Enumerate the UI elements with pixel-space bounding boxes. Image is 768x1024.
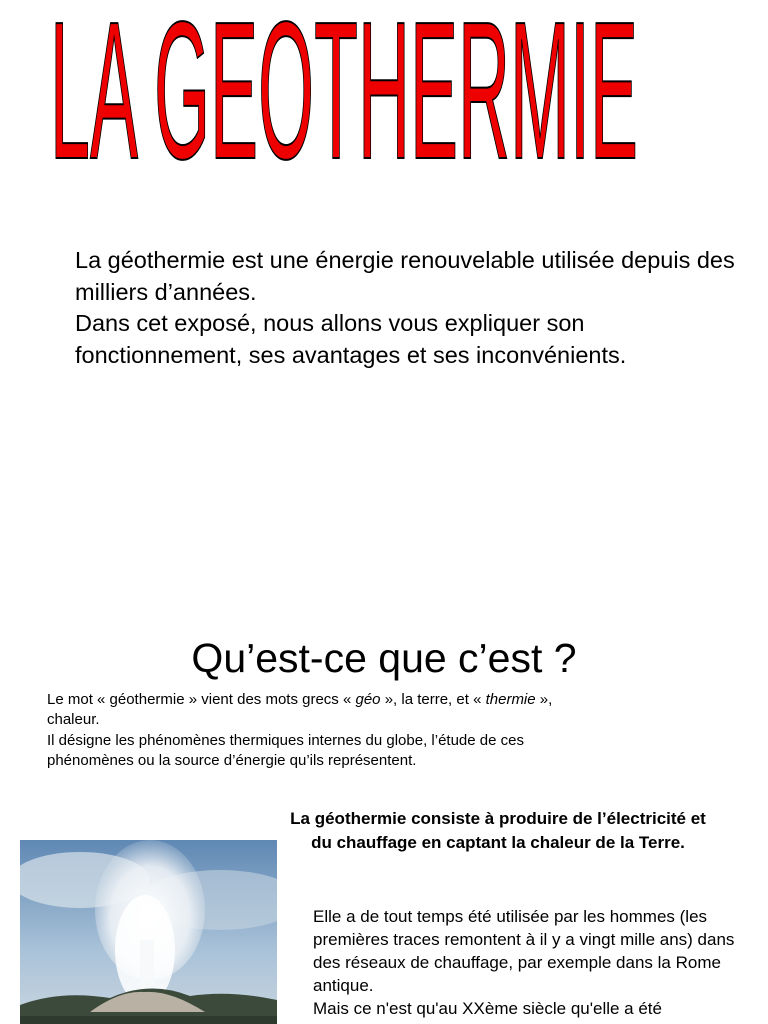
highlight-line-1: La géothermie consiste à produire de l’électricité et (290, 809, 706, 828)
definition-paragraph-1 (47, 690, 587, 730)
definition-paragraph-2: Il désigne les phénomènes thermiques internes du globe, l’étude de ces phénomènes ou la source d’énergie qu’ils représentent. (47, 732, 524, 769)
definition-text-after: », chaleur. (47, 691, 553, 728)
title-text: LA GEOTHERMIE (50, 6, 638, 166)
definition-text-before: Le mot « géothermie » vient des mots grecs « (47, 691, 356, 708)
history-paragraph (313, 905, 753, 1020)
definition-text-middle: », la terre, et « (380, 691, 486, 708)
highlight-statement (258, 807, 738, 855)
intro-line-2: Dans cet exposé, nous allons vous expliquer son fonctionnement, ses avantages et ses inconvénients. (75, 310, 627, 368)
definition-block (47, 690, 587, 771)
intro-line-1: La géothermie est une énergie renouvelable utilisée depuis des milliers d’années. (75, 247, 735, 305)
word-geo: géo (355, 691, 381, 708)
history-line-1: Elle a de tout temps été utilisée par les hommes (les premières traces remontent à il y a vingt mille ans) dans des réseaux de chauffage, par exemple dans la Rome antique. (313, 907, 735, 995)
intro-paragraph (75, 245, 735, 371)
history-line-2: Mais ce n'est qu'au XXème siècle qu'elle a été (313, 999, 662, 1018)
word-thermie: thermie (485, 691, 536, 708)
geyser-photo (20, 840, 277, 1024)
highlight-line-2: du chauffage en captant la chaleur de la Terre. (311, 833, 685, 852)
section-heading: Qu’est-ce que c’est ? (191, 635, 577, 681)
geyser-image (20, 840, 277, 1024)
title-graphic (46, 6, 642, 166)
page-title (46, 6, 642, 166)
